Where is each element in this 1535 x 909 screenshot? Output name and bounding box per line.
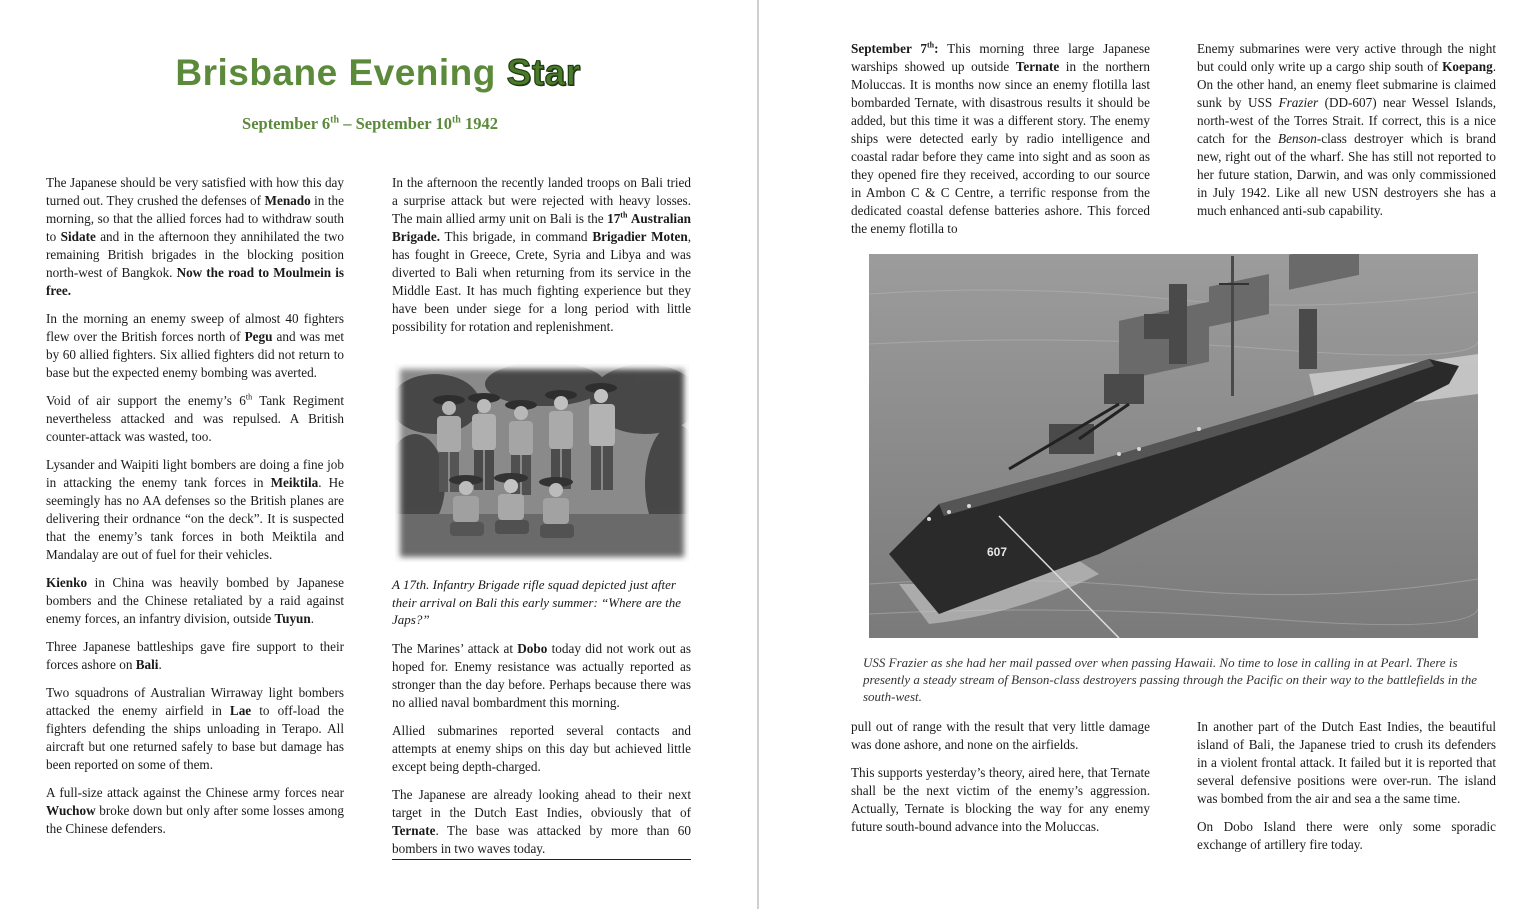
paragraph: pull out of range with the result that very little damage was done ashore, and none on the airfields.: [851, 719, 1150, 752]
article-column-6: [1197, 718, 1496, 864]
paragraph: Lysander and Waipiti light bombers are doing a fine job in attacking the enemy tank forces in Meiktila. He seemingly has no AA defenses so the British planes are delivering their ordnance “on the deck”. It is suspected that the enemy’s tank forces in both Meiktila and Mandalay are out of fuel for their vehicles.: [46, 457, 344, 562]
paragraph: On Dobo Island there were only some sporadic exchange of artillery fire today.: [1197, 819, 1496, 852]
paragraph: A full-size attack against the Chinese army forces near Wuchow broke down but only after some losses among the Chinese defenders.: [46, 785, 344, 836]
dateline: [0, 114, 740, 134]
paragraph: The Marines’ attack at Dobo today did not work out as hoped for. Enemy resistance was actually reported as stronger than the day before. Perhaps because there was no allied naval bombardment this morning.: [392, 641, 691, 710]
date-end-suffix: th: [451, 114, 461, 126]
paragraph: Void of air support the enemy’s 6th Tank Regiment nevertheless attacked and was repulsed. A British counter-attack was wasted, too.: [46, 392, 344, 444]
destroyer-photo: [869, 254, 1478, 638]
date-end: – September 10: [339, 114, 452, 133]
masthead-title-part1: Brisbane Evening: [175, 52, 496, 93]
paragraph: In another part of the Dutch East Indies, the beautiful island of Bali, the Japanese tried to crush its defenders in a violent frontal attack. It failed but it is reported that several defensive positions were over-run. The island was bombed from the air and sea a the same time.: [1197, 719, 1496, 806]
soldiers-photo-caption: A 17th. Infantry Brigade rifle squad depicted just after their arrival on Bali this early summer: “Where are the Japs?”: [392, 577, 681, 627]
soldiers-photo: [395, 364, 689, 562]
article-column-5: [851, 718, 1150, 846]
article-column-2-lower: [392, 640, 691, 870]
article-column-3: [851, 40, 1150, 248]
date-start: September 6: [242, 114, 331, 133]
paragraph: This supports yesterday’s theory, aired here, that Ternate shall be the next victim of the enemy’s aggression. Actually, Ternate is blocking the way for any enemy future south-bound advance into the Moluccas.: [851, 765, 1150, 834]
paragraph: The Japanese are already looking ahead to their next target in the Dutch East Indies, obviously that of Ternate. The base was attacked by more than 60 bombers in two waves today.: [392, 786, 691, 860]
masthead-title-part2: Star: [506, 52, 581, 93]
article-column-1: [46, 174, 344, 848]
date-start-suffix: th: [330, 114, 340, 126]
paragraph: Two squadrons of Australian Wirraway light bombers attacked the enemy airfield in Lae to off-load the fighters defending the ships unloading in Terapo. All aircraft but one returned safely to base but damage has been reported on some of them.: [46, 685, 344, 772]
paragraph: September 7th: This morning three large Japanese warships showed up outside Ternate in the northern Moluccas. It is months now since an enemy flotilla last bombarded Ternate, with disastrous results it should be added, but this time it was a different story. The enemy ships were detected early by radio intelligence and coastal radar before they came into sight and as soon as they opened fire they received, according to our source in Ambon C & C Centre, a terrific response from the dedicated coastal defense batteries ashore. This forced the enemy flotilla to: [851, 40, 1150, 236]
masthead-title: [0, 52, 756, 94]
article-column-4: [1197, 40, 1496, 230]
date-year: 1942: [460, 114, 498, 133]
paragraph: In the morning an enemy sweep of almost 40 fighters flew over the British forces north of Pegu and was met by 60 allied fighters. Six allied fighters did not return to base but the expected enemy bombing was averted.: [46, 311, 345, 380]
paragraph: The Japanese should be very satisfied with how this day turned out. They crushed the defenses of Menado in the morning, so that the allied forces had to withdraw south to Sidate and in the afternoon they annihilated the two remaining British brigades in the blocking position north-west of Bangkok. Now the road to Moulmein is free.: [46, 175, 344, 298]
paragraph: Allied submarines reported several contacts and attempts at enemy ships on this day but achieved little except being depth-charged.: [392, 723, 691, 774]
page-divider: [757, 0, 759, 909]
article-column-2: [392, 174, 691, 346]
destroyer-photo-caption: USS Frazier as she had her mail passed over when passing Hawaii. No time to lose in calling in at Pearl. There is presently a steady stream of Benson-class destroyers passing through the Pacific on their way to the battlefields in the south-west.: [863, 655, 1478, 704]
hull-number: 607: [987, 545, 1008, 559]
paragraph: In the afternoon the recently landed troops on Bali tried a surprise attack but were rejected with heavy losses. The main allied army unit on Bali is the 17th Australian Brigade. This brigade, in command Brigadier Moten, has fought in Greece, Crete, Syria and Libya and was diverted to Bali when returning from its service in the Middle East. It has much fighting experience but they have been under siege for a long period with little possibility for rotation and replenishment.: [392, 175, 691, 334]
paragraph: Enemy submarines were very active through the night but could only write up a cargo ship south of Koepang. On the other hand, an enemy fleet submarine is claimed sunk by USS Frazier (DD-607) near Wessel Islands, north-west of the Torres Strait. If correct, this is a nice catch for the Benson-class destroyer which is brand new, right out of the wharf. She has still not reported to her future station, Darwin, and was only commissioned in July 1942. Like all new USN destroyers she has a much enhanced anti-sub capability.: [1197, 41, 1497, 218]
paragraph: Three Japanese battleships gave fire support to their forces ashore on Bali.: [46, 639, 344, 672]
paragraph: Kienko in China was heavily bombed by Japanese bombers and the Chinese retaliated by a raid against enemy forces, an infantry division, outside Tuyun.: [46, 575, 344, 626]
